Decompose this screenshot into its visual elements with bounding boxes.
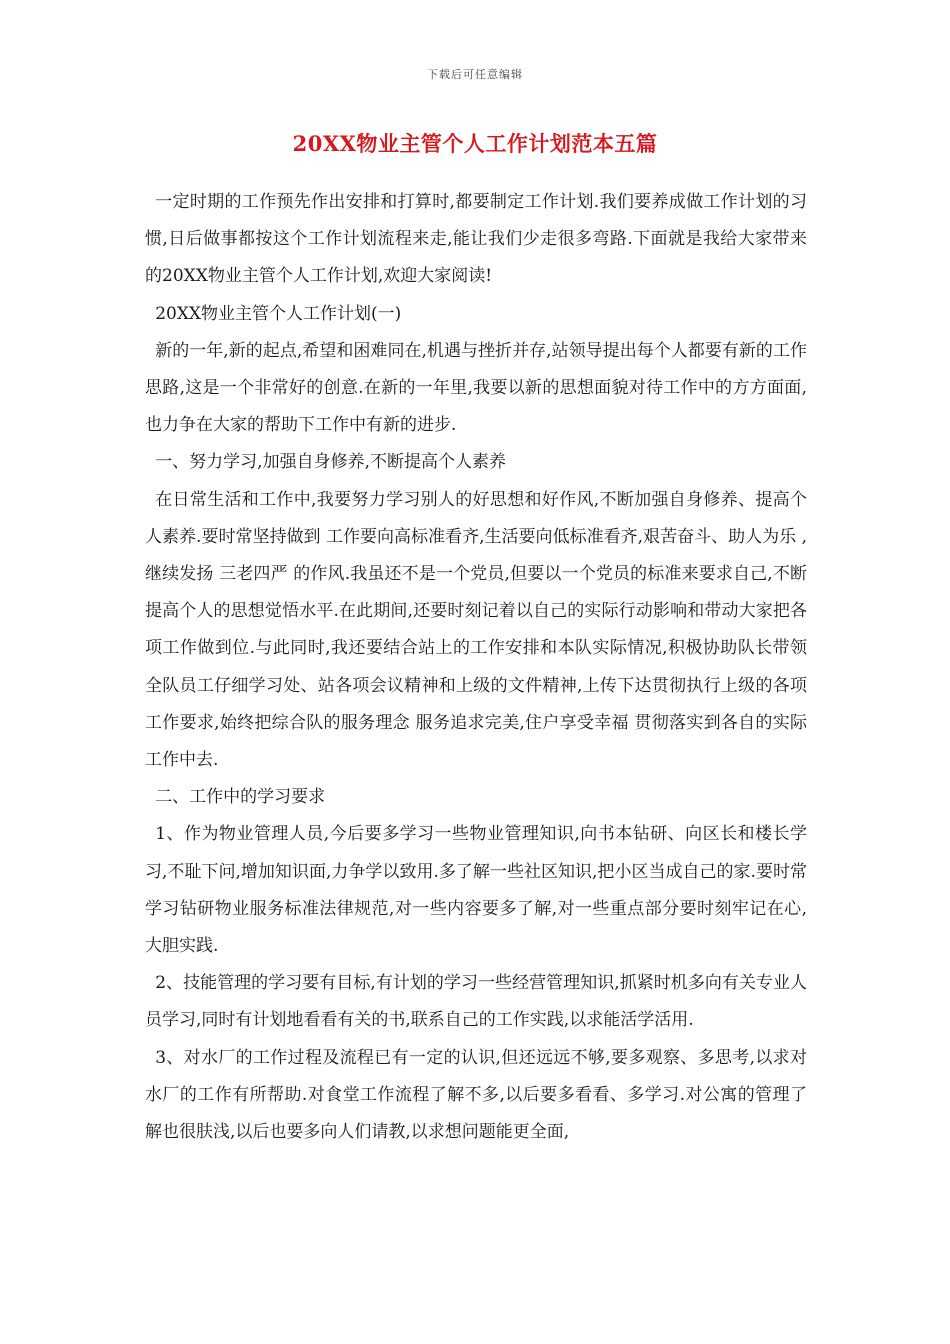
intro-paragraph: 一定时期的工作预先作出安排和打算时,都要制定工作计划.我们要养成做工作计划的习惯,日后做事都按这个工作计划流程来走,能让我们少走很多弯路.下面就是我给大家带来的20XX物业主管个人工作计划,欢迎大家阅读! (145, 192, 807, 287)
document-title: 20XX物业主管个人工作计划范本五篇 (292, 131, 658, 156)
header-note: 下载后可任意编辑 (427, 68, 523, 81)
new-year-paragraph: 新的一年,新的起点,希望和困难同在,机遇与挫折并存,站领导提出每个人都要有新的工作思路,这是一个非常好的创意.在新的一年里,我要以新的思想面貌对待工作中的方方面面,也力争在大家的帮助下工作中有新的进步. (145, 340, 807, 436)
section-heading-work-study: 二、工作中的学习要求 (155, 787, 326, 808)
section-heading-study: 一、努力学习,加强自身修养,不断提高个人素养 (155, 452, 506, 473)
document-body (145, 184, 807, 1151)
list-item-2: 2、技能管理的学习要有目标,有计划的学习一些经营管理知识,抓紧时机多向有关专业人员学习,同时有计划地看看有关的书,联系自己的工作实践,以求能活学活用. (145, 973, 807, 1031)
list-item-3: 3、对水厂的工作过程及流程已有一定的认识,但还远远不够,要多观察、多思考,以求对水厂的工作有所帮助.对食堂工作流程了解不多,以后要多看看、多学习.对公寓的管理了解也很肤浅,以后也要多向人们请教,以求想问题能更全面, (145, 1047, 807, 1143)
section-heading-plan-one: 20XX物业主管个人工作计划(一) (155, 303, 402, 324)
self-cultivation-paragraph: 在日常生活和工作中,我要努力学习别人的好思想和好作风,不断加强自身修养、提高个人素养.要时常坚持做到 工作要向高标准看齐,生活要向低标准看齐,艰苦奋斗、助人为乐 ,继续发扬 三老四严 的作风.我虽还不是一个党员,但要以一个党员的标准来要求自己,不断提高个人的思想觉悟水平.在此期间,还要时刻记着以自己的实际行动影响和带动大家把各项工作做到位.与此同时,我还要结合站上的工作安排和本队实际情况,积极协助队长带领全队员工仔细学习处、站各项会议精神和上级的文件精神,上传下达贯彻执行上级的各项工作要求,始终把综合队的服务理念 服务追求完美,住户享受幸福 贯彻落实到各自的实际工作中去. (145, 489, 807, 771)
list-item-1: 1、作为物业管理人员,今后要多学习一些物业管理知识,向书本钻研、向区长和楼长学习,不耻下问,增加知识面,力争学以致用.多了解一些社区知识,把小区当成自己的家.要时常学习钻研物业服务标准法律规范,对一些内容要多了解,对一些重点部分要时刻牢记在心,大胆实践. (145, 824, 807, 957)
